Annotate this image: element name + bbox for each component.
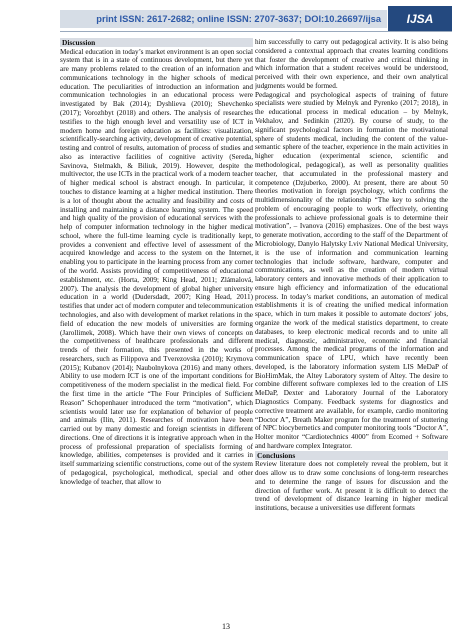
discussion-paragraph-continued: him successfully to carry out pedagogical activity. It is also being considered a contextual approach that creates learning conditions that foster the development of creative and critical thinking in which information that a student receives would be understood, perceived with their own experience, and their own analytical judgments would be formed. (255, 38, 448, 90)
journal-badge: IJSA (388, 6, 452, 32)
right-column (255, 38, 448, 598)
left-column (60, 38, 253, 598)
header-issn-doi: print ISSN: 2617-2682; online ISSN: 2707-3637; DOI:10.26697/ijsa (96, 14, 381, 24)
discussion-paragraph: Medical education in today’s market environment is an open social system that is in a state of continuous development, but there yet are many problems related to the creation of an information and communications technology in the higher schools of medical education. The peculiarities of introduction an information and communication technologies in an educational process were investigated by Bak (2014); Dyshlieva (2010); Shevchenko (2017); Vorozhbyt (2018) and others. The analysis of researches testifies to the high enough level and versatility use of ICT in modern home and foreign education as facilities: visualization, scientifically-searching activity, development of creative potential, testing and control of results, automation of process of studies and also as interactive facilities of cognitive activity (Sereda, Savinova, Stelmakh, & Biliuk, 2019). However, despite the multivector, the use ICTs in the practical work of a modern teacher of higher medical school is abstract enough. In particular, it touches to distance learning at a higher medical institution. There is a lot of thought about the actuality and feasibility and costs of installing and maintaining a distance learning system. The speed and high quality of the provision of educational services with the help of computer information technology in the higher medical school, where the full-time learning cycle is traditionally kept, provides a convenient and effective level of assessment of the acquired knowledge and access to the system on the Internet, enabling you to participate in the learning process from any corner of the world. Assists providing of competitiveness of educational establishment, etc. (Horta, 2009; King Head, 2011; Zlámalová, 2007). The analysis the development of global higher university education in a world (Dudersdadt, 2007; King Head, 2011) testifies that under act of modern computer and telecommunication technologies, and also with development of market relations in the field of education the new models of universities are forming (Jarollimek, 2008). Which have their own views of concepts on the competitiveness of healthcare professionals and different trends of their formation, this presented in the works of researchers, such as Filippova and Tverezovska (2010); Krymova (2015); Kubanov (2014); Naubolnykova (2016) and many others. Ability to use modern ICT is one of the important conditions for competitiveness of the modern specialist in the medical field. For the first time in the article “The Four Principles of Sufficient Reason” Schopenhauer introduced the term “motivation”, which scientists would later use for explanation of behavior of people and animals (Ilin, 2011). Researches of motivation have been carried out by many domestic and foreign scientists in different directions. One of directions it is integrative approach when in the process of professional preparation of specialists forming of knowledge, abilities, competenses is provided and it carries in itself summarizing scientific constructions, come out of the system of pedagogical, psychological, methodical, special and other knowledge of teacher, that allow to (60, 47, 253, 486)
header-divider (60, 31, 452, 32)
page-header (0, 0, 452, 34)
discussion-heading: Discussion (60, 38, 253, 47)
conclusions-heading: Conclusions (255, 451, 448, 460)
conclusions-paragraph: Review literature does not completely reveal the problem, but it does allow us to draw some conclusions of long-term researches and to determine the range of issues for discussion and the direction of further work. At present it is difficult to detect the trend of development of distance learning in higher medical institutions, because a universities use different formats (255, 460, 448, 513)
discussion-paragraph: Pedagogical and psychological aspects of training of future specialists were studied by Melnyk and Pyrenko (2017; 2018), in the educational process in medical education – by Melnyk, Vekhalov, and Sedinkin (2020). By course of study, to the significant psychological factors in formation the motivational sphere of students medical, including the content of the value-semantic sphere of the teacher, experience in the main activities in higher education (experimental science, scientific and methodological, pedagogical), as well as personality qualities teacher, that accumulated in the professional mastery and competence (Dzjuberko, 2000). At present, there are about 50 theories motivation in foreign psychology, which confirms the multidimensionality of the relationship “The key to solving the problem of encouraging people to work effectively, orienting professionals to achieve professional goals is to determine their motivation”, – Ivanova (2016) emphasizes. One of the best ways to generate motivation, according to the staff of the Department of Microbiology, Danylo Halytsky Lviv National Medical University, it is the use of information and communication learning technologies that include software, hardware, computer and communications, as well as the creation of modern virtual laboratory centers and innovative methods of their application to ensure high efficiency and informatization of the educational process. In today’s market conditions, an automation of medical establishments it is of creating the unified medical information space, which in turn makes it possible to automate doctors' jobs, organize the work of the medical statistics department, to create databases, to keep electronic medical records and to unite all medical, diagnostic, administrative, economic and financial processes. Among the medical programs of the information and communication space of LPU, which have recently been developed, is the laboratory information system LIS MeDaP of BioHimMak, the Altey Laboratory system of Altey. The desire to combine different software complexes led to the creation of LIS MeDaP, Dexter and Laboratory Journal of the Laboratory Diagnostics Company. Feedback systems for diagnostics and corrective treatment are available, for example, cardio monitoring “Doctor A”, Breath Maker program for the treatment of stuttering of NPC biocybernetics and computer monitoring tools “Doctor A”, Holter monitor “Cardiotechnics 4000” from Ecomed + Software and hardware complex Integrator. (255, 90, 448, 450)
page-number: 13 (222, 622, 230, 631)
